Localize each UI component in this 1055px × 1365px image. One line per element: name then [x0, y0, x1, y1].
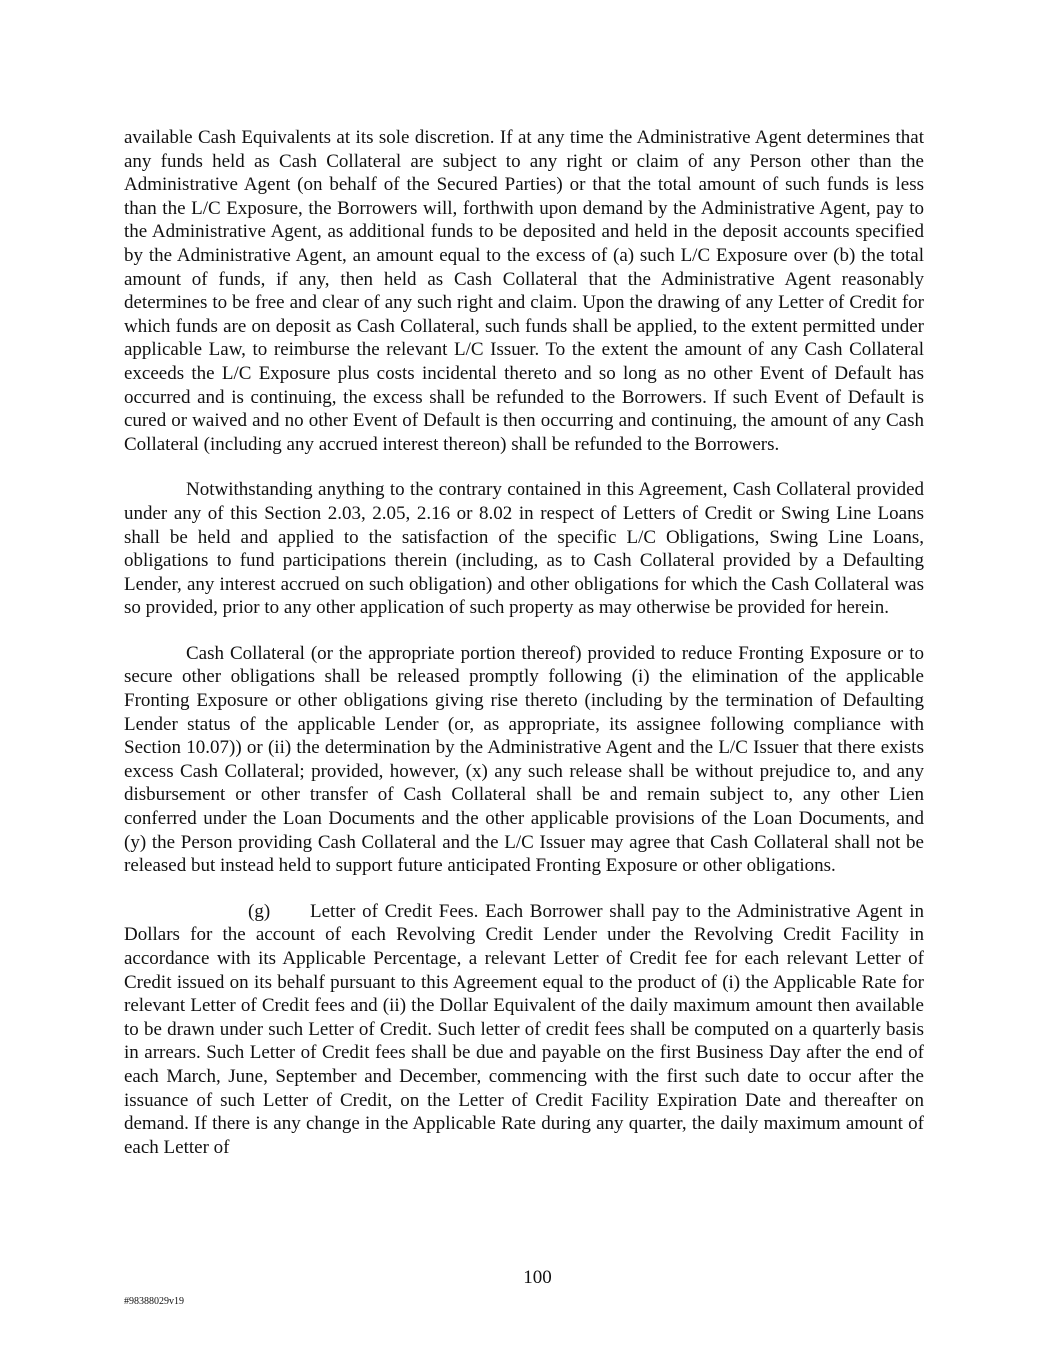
subsection-letter-of-credit-fees — [124, 900, 924, 1160]
paragraph-cash-collateral-application: Notwithstanding anything to the contrary contained in this Agreement, Cash Collateral provided under any of this Section 2.03, 2.05, 2.16 or 8.02 in respect of Letters of Credit or Swing Line Loans shall be held and applied to the satisfaction of the specific L/C Obligations, Swing Line Loans, obligations to fund participations therein (including, as to Cash Collateral provided by a Defaulting Lender, any interest accrued on such obligation) and other obligations for which the Cash Collateral was so provided, prior to any other application of such property as may otherwise be provided for herein. — [124, 479, 924, 619]
document-body — [124, 126, 924, 1181]
document-id: #98388029v19 — [124, 1296, 184, 1307]
page-number: 100 — [523, 1267, 552, 1288]
subsection-text: Letter of Credit Fees. Each Borrower shall pay to the Administrative Agent in Dollars for the account of each Revolving Credit Lender under the Revolving Credit Facility in accordance with its Applicable Percentage, a relevant Letter of Credit fee for each relevant Letter of Credit issued on its behalf pursuant to this Agreement equal to the product of (i) the Applicable Rate for relevant Letter of Credit fees and (ii) the Dollar Equivalent of the daily maximum amount then available to be drawn under such Letter of Credit. Such letter of credit fees shall be computed on a quarterly basis in arrears. Such Letter of Credit fees shall be due and payable on the first Business Day after the end of each March, June, September and December, commencing with the first such date to occur after the issuance of such Letter of Credit, on the Letter of Credit Facility Expiration Date and thereafter on demand. If there is any change in the Applicable Rate during any quarter, the daily maximum amount of each Letter of — [124, 900, 924, 1158]
subsection-label: (g) — [248, 900, 271, 922]
paragraph-cash-collateral-release: Cash Collateral (or the appropriate portion thereof) provided to reduce Fronting Exposure or to secure other obligations shall be released promptly following (i) the elimination of the applicable Fronting Exposure or other obligations giving rise thereto (including by the termination of Defaulting Lender status of the applicable Lender (or, as appropriate, its assignee following compliance with Section 10.07)) or (ii) the determination by the Administrative Agent and the L/C Issuer that there exists excess Cash Collateral; provided, however, (x) any such release shall be without prejudice to, and any disbursement or other transfer of Cash Collateral shall be and remain subject to, any other Lien conferred under the Loan Documents and the other applicable provisions of the Loan Documents, and (y) the Person providing Cash Collateral and the L/C Issuer may agree that Cash Collateral shall not be released but instead held to support future anticipated Fronting Exposure or other obligations. — [124, 642, 924, 877]
paragraph-continuation: available Cash Equivalents at its sole discretion. If at any time the Administrative Agent determines that any funds held as Cash Collateral are subject to any right or claim of any Person other than the Administrative Agent (on behalf of the Secured Parties) or that the total amount of such funds is less than the L/C Exposure, the Borrowers will, forthwith upon demand by the Administrative Agent, pay to the Administrative Agent, as additional funds to be deposited and held in the deposit accounts specified by the Administrative Agent, an amount equal to the excess of (a) such L/C Exposure over (b) the total amount of funds, if any, then held as Cash Collateral that the Administrative Agent reasonably determines to be free and clear of any such right and claim. Upon the drawing of any Letter of Credit for which funds are on deposit as Cash Collateral, such funds shall be applied, to the extent permitted under applicable Law, to reimburse the relevant L/C Issuer. To the extent the amount of any Cash Collateral exceeds the L/C Exposure plus costs incidental thereto and so long as no other Event of Default has occurred and is continuing, the excess shall be refunded to the Borrowers. If such Event of Default is cured or waived and no other Event of Default is then occurring and continuing, the amount of any Cash Collateral (including any accrued interest thereon) shall be refunded to the Borrowers. — [124, 127, 924, 455]
